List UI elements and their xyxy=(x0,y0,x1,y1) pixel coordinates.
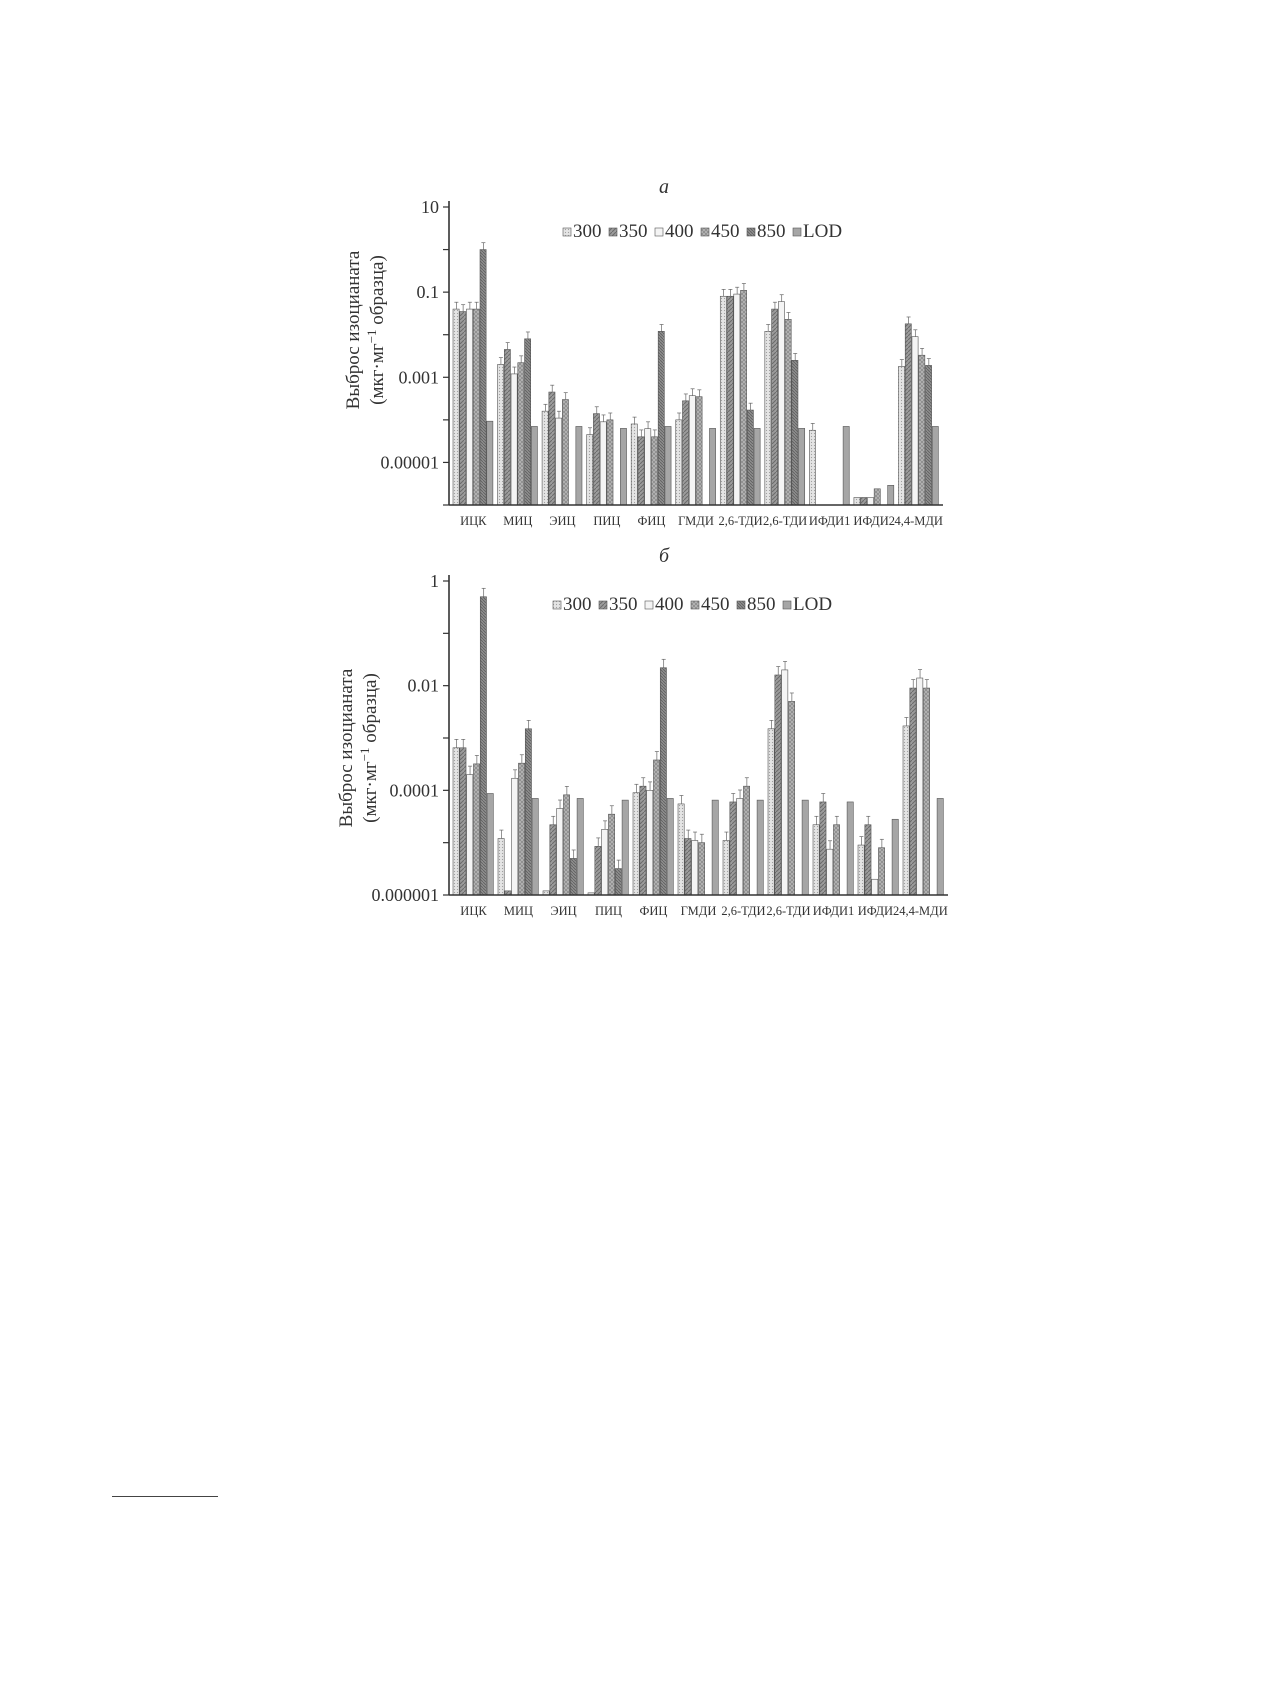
chart-b-bar xyxy=(858,845,864,895)
chart-a-xtick-label: ПИЦ xyxy=(593,514,621,528)
chart-b-bar xyxy=(833,825,839,895)
chart-b-bar xyxy=(487,793,493,895)
chart-a-bar xyxy=(498,364,504,505)
chart-a-xtick-label: ИЦК xyxy=(460,514,487,528)
chart-b-legend xyxy=(553,594,832,615)
chart-a-panel-label: а xyxy=(659,176,669,198)
chart-a-legend-label: 350 xyxy=(619,221,648,242)
chart-b-xtick-label: ИФДИ1 xyxy=(812,904,855,918)
chart-a-bar xyxy=(531,426,537,505)
chart-a-bar xyxy=(460,312,466,505)
chart-b-legend-swatch xyxy=(645,601,653,609)
chart-a-bar xyxy=(696,397,702,505)
chart-b-bar xyxy=(775,675,781,895)
chart-a-bar xyxy=(765,331,771,505)
chart-b-bar xyxy=(653,760,659,895)
chart-b-xtick-label: 4,4-МДИ xyxy=(899,904,948,918)
chart-b-bar xyxy=(768,729,774,895)
chart-a-ticks xyxy=(381,197,450,505)
chart-a-bar xyxy=(843,426,849,505)
chart-b-bar xyxy=(788,701,794,895)
chart-b-bar xyxy=(640,786,646,895)
chart-b-bar xyxy=(878,848,884,895)
chart-b-bar xyxy=(782,670,788,895)
chart-a-bar xyxy=(453,309,459,505)
chart-b-bar xyxy=(667,798,673,895)
chart-a-bar xyxy=(905,324,911,505)
chart-a-bar xyxy=(638,437,644,505)
chart-b-ticks xyxy=(372,571,450,905)
chart-b-bar xyxy=(937,798,943,895)
chart-a-bar xyxy=(709,428,715,505)
chart-b-ytick-label: 0.000001 xyxy=(371,885,439,905)
chart-b-bar xyxy=(512,778,518,895)
chart-b-bar xyxy=(557,808,563,895)
chart-b-xtick-label: ЭИЦ xyxy=(550,904,577,918)
chart-a-legend-label: 850 xyxy=(757,221,786,242)
chart-b-bar xyxy=(865,825,871,895)
chart-a-xtick-label: 4,4-МДИ xyxy=(894,514,943,528)
chart-a-bar xyxy=(631,424,637,505)
chart-a-legend-swatch xyxy=(563,228,571,236)
chart-a-bar xyxy=(898,366,904,505)
chart-b-xtick-label: ГМДИ xyxy=(680,904,717,918)
chart-a-xtick-label: ФИЦ xyxy=(637,514,666,528)
chart-b-legend-label: 850 xyxy=(747,594,776,615)
chart-a-bar xyxy=(754,428,760,505)
chart-a-legend-swatch xyxy=(609,228,617,236)
chart-a-bar xyxy=(480,250,486,505)
chart-a-bar xyxy=(665,426,671,505)
chart-b-bar xyxy=(577,798,583,895)
chart-b-legend-label: 400 xyxy=(655,594,684,615)
chart-b-bar xyxy=(872,879,878,895)
chart-b-legend-label: 300 xyxy=(563,594,592,615)
chart-a-bar xyxy=(854,498,860,505)
chart-b-ytick-label: 0.01 xyxy=(407,675,439,696)
chart-a-bar xyxy=(542,411,548,505)
chart-b-bar xyxy=(813,825,819,895)
chart-b-bar xyxy=(712,800,718,895)
chart-a-bar xyxy=(932,426,938,505)
chart-b-ytick-label: 1 xyxy=(430,571,439,591)
chart-a-xlabels xyxy=(460,514,943,528)
chart-a-bar xyxy=(799,428,805,505)
chart-b-bar xyxy=(570,858,576,895)
chart-b-bar xyxy=(757,800,763,895)
chart-b-bar xyxy=(647,790,653,895)
chart-b-xtick-label: 2,6-ТДИ xyxy=(766,904,811,918)
chart-a-bar xyxy=(511,374,517,505)
chart-a-bar xyxy=(874,489,880,505)
chart-a-ylabel-line2: ($мкг\cdot мг^{-1}$ образца) xyxy=(364,255,388,405)
chart-a-ytick-label: 0.00001 xyxy=(380,452,439,473)
chart-a-bar xyxy=(720,296,726,505)
chart-a-bar xyxy=(792,360,798,505)
chart-a-legend-swatch xyxy=(793,228,801,236)
chart-b-bar xyxy=(892,819,898,895)
chart-a-bar xyxy=(861,498,867,505)
chart-a-xtick-label: ИФДИ1 xyxy=(808,514,851,528)
chart-b-legend-swatch xyxy=(783,601,791,609)
chart-a-bar xyxy=(473,309,479,505)
chart-b-ytick-label: 0.0001 xyxy=(389,780,439,801)
chart-a-legend-swatch xyxy=(655,228,663,236)
chart-a-bar xyxy=(651,437,657,505)
chart-a-bar xyxy=(600,422,606,505)
chart-b-bar xyxy=(532,798,538,895)
chart-a-xtick-label: 2,6-ТДИ xyxy=(718,514,763,528)
chart-b-legend-label: LOD xyxy=(793,594,833,615)
chart-b-xtick-label: ИЦК xyxy=(460,904,487,918)
chart-b-legend-swatch xyxy=(737,601,745,609)
chart-b xyxy=(0,540,1270,950)
chart-a-legend-swatch xyxy=(701,228,709,236)
chart-b-bar xyxy=(595,846,601,895)
chart-b-bar xyxy=(453,748,459,895)
chart-a-ylabel xyxy=(343,250,388,409)
chart-a-bar xyxy=(562,400,568,505)
chart-a-bar xyxy=(772,309,778,505)
chart-a-xtick-label: ГМДИ xyxy=(678,514,714,528)
chart-b-bar xyxy=(730,802,736,895)
chart-a-bar xyxy=(466,309,472,505)
chart-a-bar xyxy=(925,365,931,505)
chart-b-bar xyxy=(903,726,909,895)
chart-b-ylabel xyxy=(336,668,381,827)
chart-a-bar xyxy=(919,355,925,505)
chart-a-bar xyxy=(741,290,747,505)
chart-b-bar xyxy=(615,869,621,895)
chart-b-bar xyxy=(917,678,923,895)
chart-a-bar xyxy=(734,294,740,505)
chart-a-bars xyxy=(453,243,938,505)
chart-b-bar xyxy=(498,839,504,895)
chart-a-xtick-label: МИЦ xyxy=(503,514,533,528)
chart-a-bar xyxy=(867,498,873,505)
chart-a-bar xyxy=(593,414,599,505)
chart-a-bar xyxy=(912,337,918,505)
chart-b-bar xyxy=(678,804,684,895)
chart-a-legend-label: LOD xyxy=(803,221,843,242)
chart-a-bar xyxy=(587,435,593,505)
chart-a-bar xyxy=(682,401,688,505)
chart-a-bar xyxy=(620,428,626,505)
chart-b-xtick-label: ИФДИ2 xyxy=(857,904,900,918)
chart-b-bar xyxy=(660,668,666,895)
chart-b-bar xyxy=(563,795,569,895)
chart-b-bars xyxy=(453,588,943,895)
chart-a-legend-label: 450 xyxy=(711,221,740,242)
chart-a-bar xyxy=(689,396,695,505)
chart-b-legend-swatch xyxy=(691,601,699,609)
chart-a-bar xyxy=(518,363,524,505)
chart-b-bar xyxy=(633,793,639,895)
chart-a-xtick-label: ЭИЦ xyxy=(549,514,576,528)
chart-b-bar xyxy=(698,843,704,895)
chart-a-xtick-label: ИФДИ2 xyxy=(853,514,895,528)
chart-b-xtick-label: МИЦ xyxy=(503,904,534,918)
chart-a-bar xyxy=(556,418,562,505)
chart-b-xtick-label: ФИЦ xyxy=(639,904,668,918)
chart-b-bar xyxy=(602,829,608,895)
chart-b-legend-label: 450 xyxy=(701,594,730,615)
chart-a-xtick-label: 2,6-ТДИ xyxy=(762,514,808,528)
chart-b-bar xyxy=(622,800,628,895)
chart-a-legend-label: 400 xyxy=(665,221,694,242)
chart-a-bar xyxy=(525,339,531,505)
chart-b-bar xyxy=(910,688,916,895)
chart-b-xlabels xyxy=(460,904,947,918)
footnote-rule xyxy=(112,1496,218,1497)
chart-a-ytick-label: 0.001 xyxy=(398,367,439,388)
chart-a-bar xyxy=(809,430,815,505)
chart-b-ylabel-line1: Выброс изоцианата xyxy=(336,668,357,828)
chart-b-bar xyxy=(525,729,531,895)
chart-a-ytick-label: 0.1 xyxy=(416,282,439,303)
chart-b-bar xyxy=(723,841,729,895)
chart-a-legend-label: 300 xyxy=(573,221,602,242)
chart-b-bar xyxy=(467,775,473,895)
chart-b-legend-swatch xyxy=(599,601,607,609)
chart-b-legend-swatch xyxy=(553,601,561,609)
chart-a-legend xyxy=(563,221,842,242)
chart-a-bar xyxy=(888,485,894,505)
chart-a-bar xyxy=(676,420,682,505)
chart-a-bar xyxy=(607,420,613,505)
chart-b-bar xyxy=(743,786,749,895)
chart-a-bar xyxy=(576,426,582,505)
chart-a-bar xyxy=(778,302,784,505)
chart-a-bar xyxy=(785,319,791,505)
chart-a-ytick-label: 10 xyxy=(421,197,439,217)
chart-b-bar xyxy=(685,839,691,895)
chart-b-bar xyxy=(847,802,853,895)
chart-b-bar xyxy=(692,841,698,895)
chart-a-bar xyxy=(549,392,555,505)
chart-b-bar xyxy=(923,688,929,895)
chart-a-bar xyxy=(645,429,651,505)
chart-a xyxy=(0,0,1270,560)
chart-b-xtick-label: 2,6-ТДИ xyxy=(721,904,766,918)
chart-a-bar xyxy=(727,296,733,505)
chart-b-bar xyxy=(820,802,826,895)
chart-a-ylabel-line1: Выброс изоцианата xyxy=(343,250,364,410)
chart-b-bar xyxy=(480,597,486,895)
chart-b-bar xyxy=(460,748,466,895)
chart-a-bar xyxy=(487,421,493,505)
chart-b-bar xyxy=(518,763,524,895)
chart-b-bar xyxy=(802,800,808,895)
chart-b-bar xyxy=(827,849,833,895)
chart-b-bar xyxy=(608,814,614,895)
chart-a-legend-swatch xyxy=(747,228,755,236)
chart-b-legend-label: 350 xyxy=(609,594,638,615)
chart-b-panel-label: б xyxy=(658,545,670,567)
chart-a-bar xyxy=(504,349,510,505)
chart-b-bar xyxy=(737,798,743,895)
chart-b-xtick-label: ПИЦ xyxy=(594,904,623,918)
chart-a-bar xyxy=(658,331,664,505)
chart-b-bar xyxy=(473,764,479,895)
chart-b-bar xyxy=(550,825,556,895)
chart-b-ylabel-line2: ($мкг\cdot мг^{-1}$ образца) xyxy=(357,673,381,823)
chart-a-bar xyxy=(747,410,753,505)
